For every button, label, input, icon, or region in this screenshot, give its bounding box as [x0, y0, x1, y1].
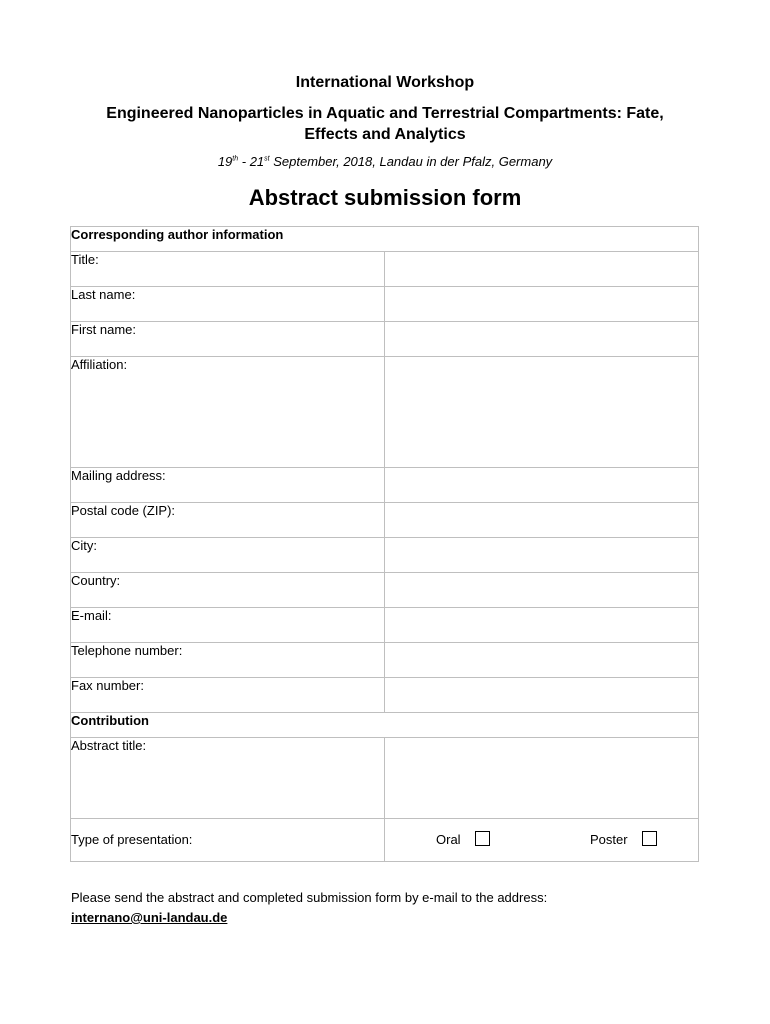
instruction-text: Please send the abstract and completed submission form by e-mail to the address: [71, 890, 548, 905]
last-name-field[interactable] [385, 287, 699, 322]
postal-code-label: Postal code (ZIP): [71, 503, 385, 538]
first-name-label: First name: [71, 322, 385, 357]
email-field[interactable] [385, 608, 699, 643]
abstract-title-field[interactable] [385, 738, 699, 819]
submission-instructions [71, 888, 547, 928]
title-field[interactable] [385, 252, 699, 287]
fax-field[interactable] [385, 678, 699, 713]
form-row-title [71, 252, 699, 287]
workshop-title-line2: Effects and Analytics [304, 126, 466, 143]
postal-code-field[interactable] [385, 503, 699, 538]
date-start-day: 19 [217, 154, 233, 169]
date-rest: September, 2018, Landau in der Pfalz, Germany [269, 154, 553, 169]
oral-label: Oral [436, 832, 461, 847]
date-end-day: 21 [249, 154, 265, 169]
last-name-label: Last name: [71, 287, 385, 322]
city-label: City: [71, 538, 385, 573]
telephone-field[interactable] [385, 643, 699, 678]
author-section-heading: Corresponding author information [71, 227, 699, 252]
form-row-affiliation [71, 357, 699, 468]
country-field[interactable] [385, 573, 699, 608]
option-poster[interactable] [590, 832, 657, 847]
date-dash: - [238, 154, 250, 169]
form-row-email [71, 608, 699, 643]
form-row-mailing-address [71, 468, 699, 503]
abstract-title-label: Abstract title: [71, 738, 385, 819]
form-row-last-name [71, 287, 699, 322]
email-label: E-mail: [71, 608, 385, 643]
poster-checkbox[interactable] [642, 831, 657, 846]
form-row-postal-code [71, 503, 699, 538]
contact-email-link[interactable]: internano@uni-landau.de [71, 910, 228, 925]
affiliation-label: Affiliation: [71, 357, 385, 468]
form-row-first-name [71, 322, 699, 357]
city-field[interactable] [385, 538, 699, 573]
presentation-type-options [385, 819, 699, 862]
option-oral[interactable] [436, 832, 490, 847]
date-end-suffix: st [264, 155, 270, 163]
form-row-telephone [71, 643, 699, 678]
workshop-heading: International Workshop [295, 74, 475, 91]
telephone-label: Telephone number: [71, 643, 385, 678]
poster-label: Poster [590, 832, 628, 847]
title-label: Title: [71, 252, 385, 287]
form-row-city [71, 538, 699, 573]
form-row-abstract-title [71, 738, 699, 819]
workshop-title-line1: Engineered Nanoparticles in Aquatic and Terrestrial Compartments: Fate, [106, 105, 664, 122]
form-row-presentation-type [71, 819, 699, 862]
oral-checkbox[interactable] [475, 831, 490, 846]
country-label: Country: [71, 573, 385, 608]
first-name-field[interactable] [385, 322, 699, 357]
mailing-address-label: Mailing address: [71, 468, 385, 503]
affiliation-field[interactable] [385, 357, 699, 468]
contribution-section-heading: Contribution [71, 713, 699, 738]
form-title: Abstract submission form [248, 185, 522, 210]
workshop-title [0, 103, 770, 145]
fax-label: Fax number: [71, 678, 385, 713]
form-row-country [71, 573, 699, 608]
mailing-address-field[interactable] [385, 468, 699, 503]
presentation-type-label: Type of presentation: [71, 819, 385, 862]
date-start-suffix: th [232, 155, 239, 163]
submission-form-table [70, 226, 699, 862]
form-row-fax [71, 678, 699, 713]
workshop-date-location [0, 154, 770, 169]
